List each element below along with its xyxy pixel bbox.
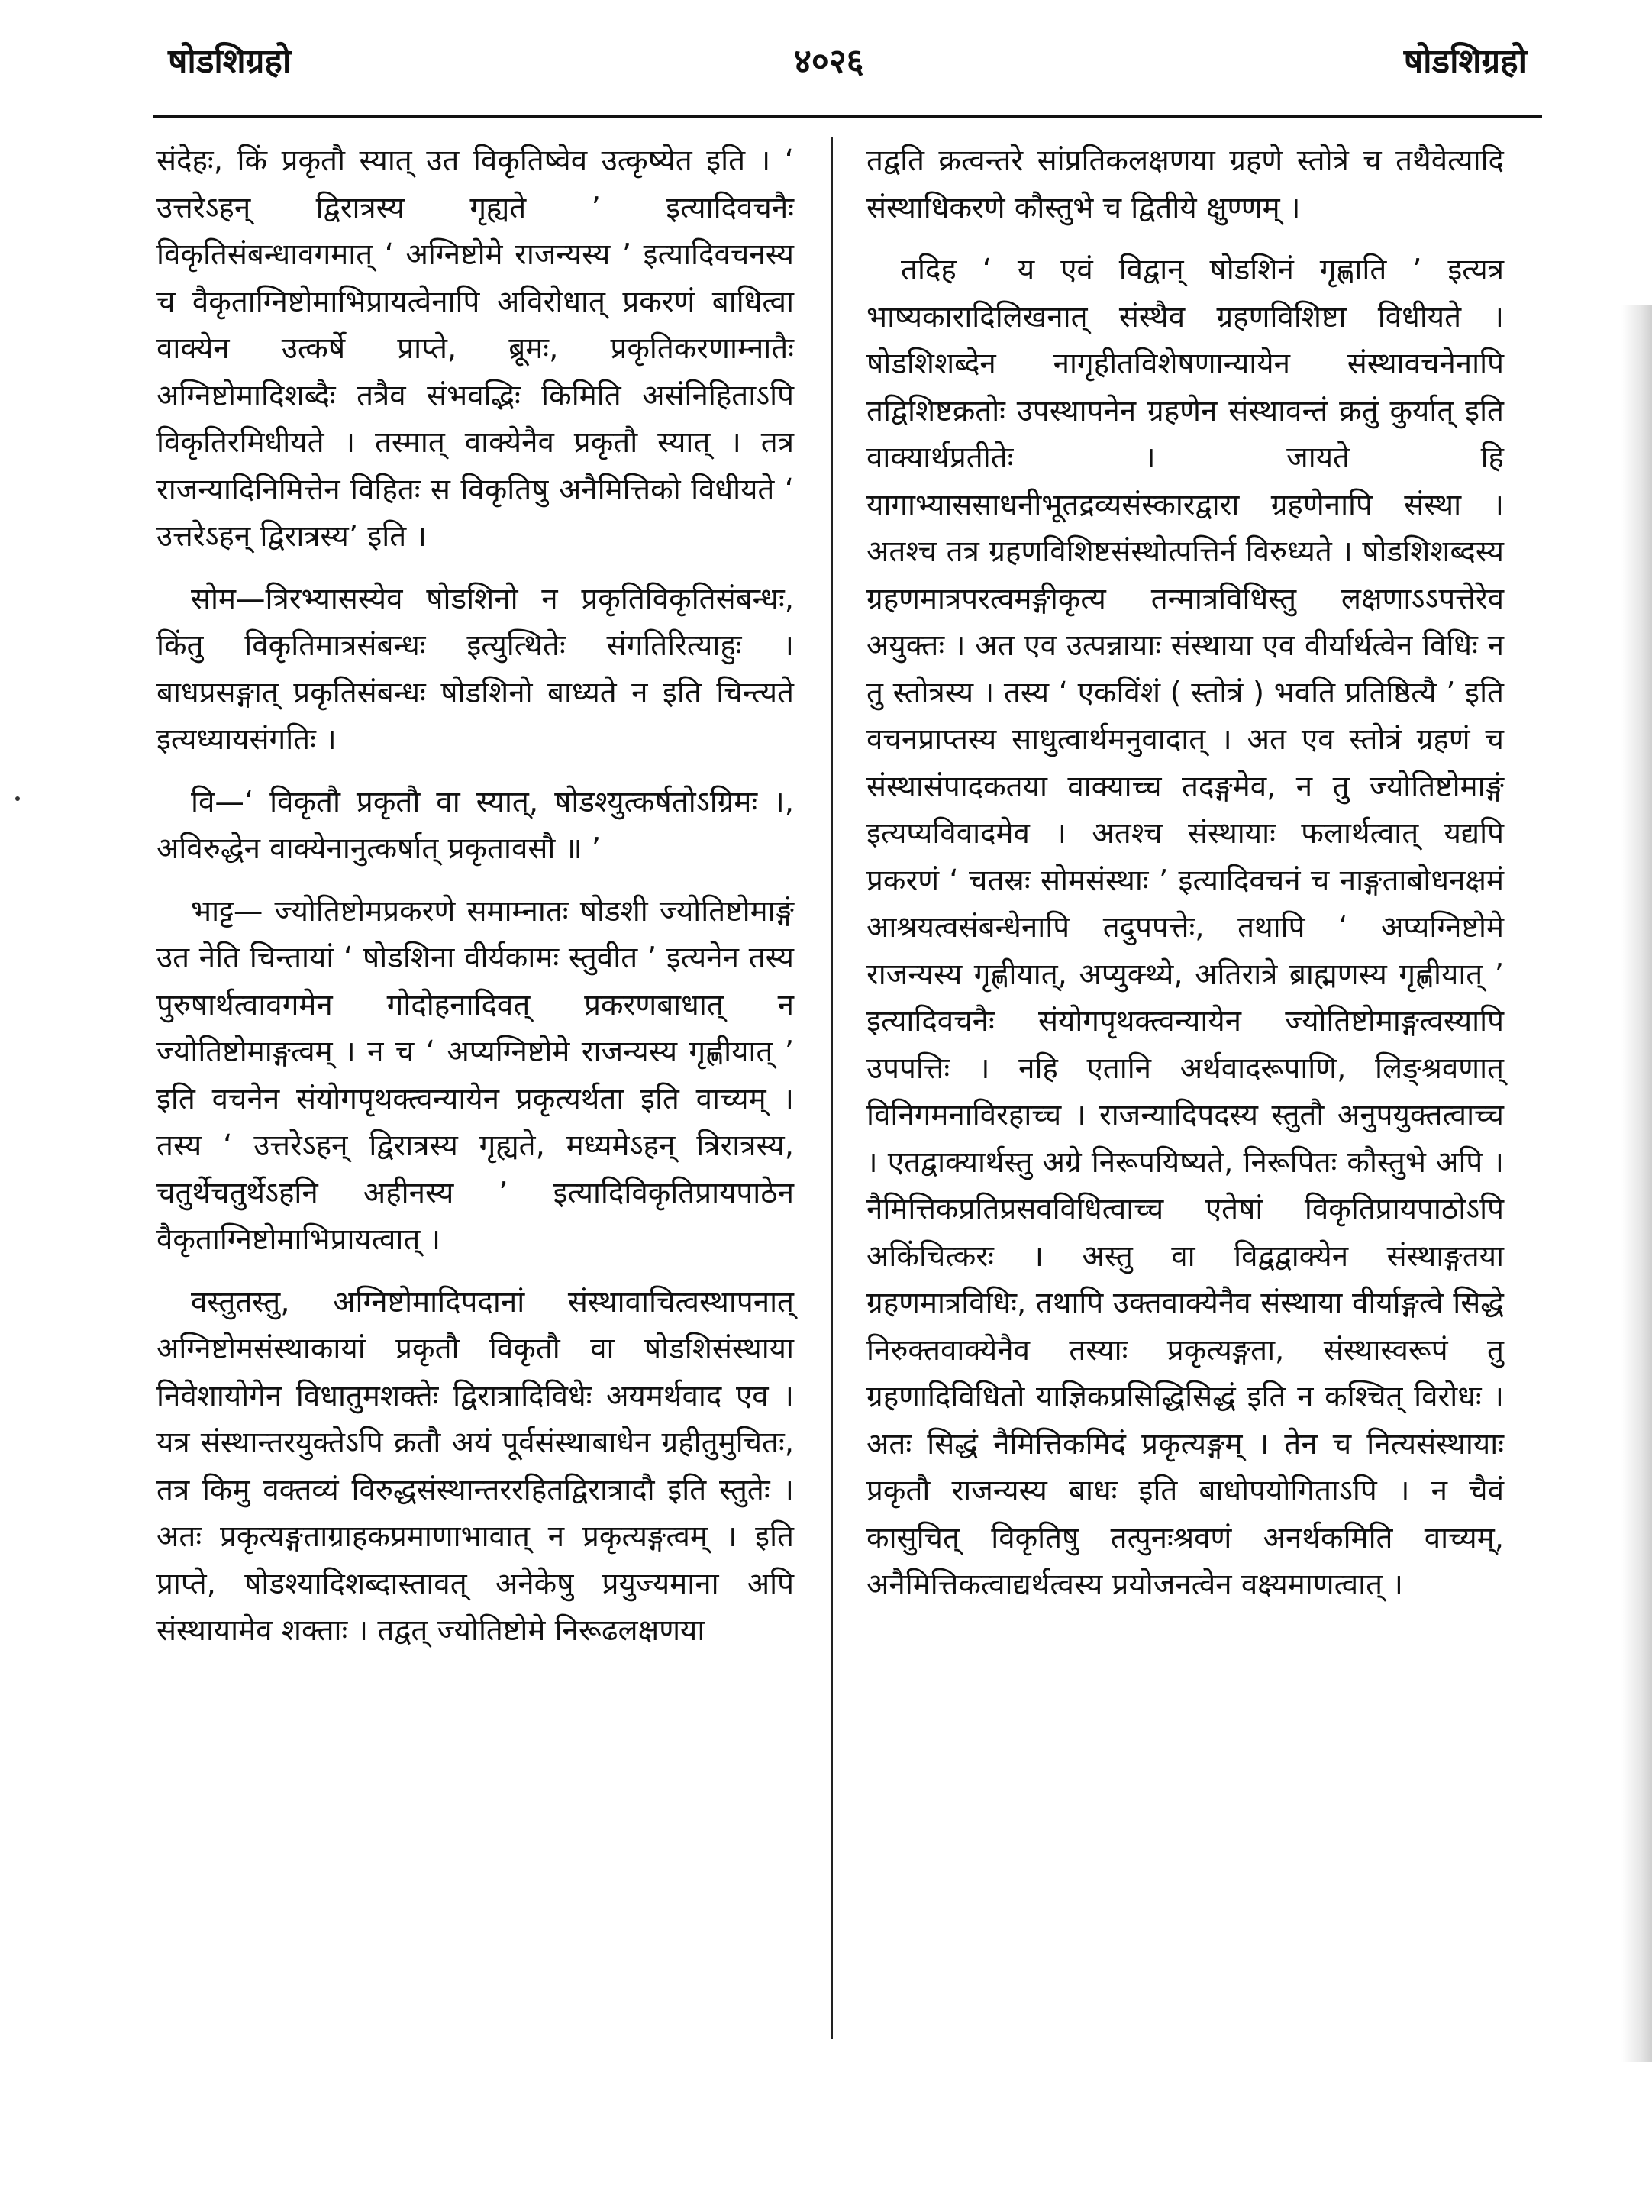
scan-speck — [15, 796, 20, 801]
running-title-right: षोडशिग्रहो — [1403, 42, 1527, 81]
header-rule — [153, 115, 1542, 118]
paragraph: तदिह ‘ य एवं विद्वान् षोडशिनं गृह्णाति ’ इत्यत्र भाष्यकारादिलिखनात् संस्थैव ग्रहणविशिष्टा विधीयते । षोडशिशब्देन नागृहीतविशेषणान्यायेन संस्थावचनेनापि तद्विशिष्टक्रतोः उपस्थापनेन ग्रहणेन संस्थावन्तं क्रतुं कुर्यात् इति वाक्यार्थप्रतीतेः । जायते हि यागाभ्याससाधनीभूतद्रव्यसंस्कारद्वारा ग्रहणेनापि संस्था । अतश्च तत्र ग्रहणविशिष्टसंस्थोत्पत्तिर्न विरुध्यते । षोडशिशब्दस्य ग्रहणमात्रपरत्वमङ्गीकृत्य तन्मात्रविधिस्तु लक्षणाऽऽपत्तेरेव अयुक्तः । अत एव उत्पन्नायाः संस्थाया एव वीर्यार्थत्वेन विधिः न तु स्तोत्रस्य । तस्य ‘ एकविंशं ( स्तोत्रं ) भवति प्रतिष्ठित्यै ’ इति वचनप्राप्तस्य साधुत्वार्थमनुवादात् । अत एव स्तोत्रं ग्रहणं च संस्थासंपादकतया वाक्याच्च तदङ्गमेव, न तु ज्योतिष्टोमाङ्गं इत्यप्यविवादमेव । अतश्च संस्थायाः फलार्थत्वात् यद्यपि प्रकरणं ‘ चतस्रः सोमसंस्थाः ’ इत्यादिवचनं च नाङ्गताबोधनक्षमं आश्रयत्वसंबन्धेनापि तदुपपत्तेः, तथापि ‘ अप्यग्निष्टोमे राजन्यस्य गृह्णीयात्, अप्युक्थ्ये, अतिरात्रे ब्राह्मणस्य गृह्णीयात् ’ इत्यादिवचनैः संयोगपृथक्त्वन्यायेन ज्योतिष्टोमाङ्गत्वस्यापि उपपत्तिः । नहि एतानि अर्थवादरूपाणि, लिङ्श्रवणात् विनिगमनाविरहाच्च । राजन्यादिपदस्य स्तुतौ अनुपयुक्तत्वाच्च । एतद्वाक्यार्थस्तु अग्रे निरूपयिष्यते, निरूपितः कौस्तुभे अपि । नैमित्तिकप्रतिप्रसवविधित्वाच्च एतेषां विकृतिप्रायपाठोऽपि अकिंचित्करः । अस्तु वा विद्वद्वाक्येन संस्थाङ्गतया ग्रहणमात्रविधिः, तथापि उक्तवाक्येनैव संस्थाया वीर्याङ्गत्वे सिद्धे निरुक्तवाक्येनैव तस्याः प्रकृत्यङ्गता, संस्थास्वरूपं तु ग्रहणादिविधितो याज्ञिकप्रसिद्धिसिद्धं इति न कश्चित् विरोधः । अतः सिद्धं नैमित्तिकमिदं प्रकृत्यङ्गम् । तेन च नित्यसंस्थायाः प्रकृतौ राजन्यस्य बाधः इति बाधोपयोगिताऽपि । न चैवं कासुचित् विकृतिषु तत्पुनःश्रवणं अनर्थकमिति वाच्यम्, अनैमित्तिकत्वाद्यर्थत्वस्य प्रयोजनत्वेन वक्ष्यमाणत्वात् । — [866, 253, 1504, 1602]
paragraph: वि—‘ विकृतौ प्रकृतौ वा स्यात्, षोडश्युत्कर्षतोऽग्रिमः ।, अविरुद्धेन वाक्येनानुत्कर्षात् प्रकृतावसौ ॥ ’ — [156, 784, 794, 866]
paragraph: तद्वति क्रत्वन्तरे सांप्रतिकलक्षणया ग्रहणे स्तोत्रे च तथैवेत्यादि संस्थाधिकरणे कौस्तुभे च द्वितीये क्षुण्णम् । — [866, 144, 1504, 225]
right-text-column — [866, 137, 1504, 1624]
paragraph: संदेहः, किं प्रकृतौ स्यात् उत विकृतिष्वेव उत्कृष्येत इति । ‘ उत्तरेऽहन् द्विरात्रस्य गृह्यते ’ इत्यादिवचनैः विकृतिसंबन्धावगमात् ‘ अग्निष्टोमे राजन्यस्य ’ इत्यादिवचनस्य च वैकृताग्निष्टोमाभिप्रायत्वेनापि अविरोधात् प्रकरणं बाधित्वा वाक्येन उत्कर्षे प्राप्ते, ब्रूमः, प्रकृतिकरणाम्नातैः अग्निष्टोमादिशब्दैः तत्रैव संभवद्भिः किमिति असंनिहिताऽपि विकृतिरमिधीयते । तस्मात् वाक्येनैव प्रकृतौ स्यात् । तत्र राजन्यादिनिमित्तेन विहितः स विकृतिषु अनैमित्तिको विधीयते ‘ उत्तरेऽहन् द्विरात्रस्य’ इति । — [156, 144, 794, 554]
page-header — [153, 31, 1527, 99]
column-divider — [831, 137, 833, 2039]
scan-edge-shadow — [1621, 305, 1652, 2062]
left-text-column — [156, 137, 794, 1670]
paragraph: सोम—त्रिरभ्यासस्येव षोडशिनो न प्रकृतिविकृतिसंबन्धः, किंतु विकृतिमात्रसंबन्धः इत्युत्थितेः संगतिरित्याहुः । बाधप्रसङ्गात् प्रकृतिसंबन्धः षोडशिनो बाध्यते न इति चिन्त्यते इत्यध्यायसंगतिः । — [156, 581, 794, 757]
running-title-left: षोडशिग्रहो — [168, 42, 292, 81]
paragraph: वस्तुतस्तु, अग्निष्टोमादिपदानां संस्थावाचित्वस्थापनात् अग्निष्टोमसंस्थाकायां प्रकृतौ विकृतौ वा षोडशिसंस्थाया निवेशायोगेन विधातुमशक्तेः द्विरात्रादिविधेः अयमर्थवाद एव । यत्र संस्थान्तरयुक्तेऽपि क्रतौ अयं पूर्वसंस्थाबाधेन ग्रहीतुमुचितः, तत्र किमु वक्तव्यं विरुद्धसंस्थान्तररहितद्विरात्रादौ इति स्तुतेः । अतः प्रकृत्यङ्गताग्राहकप्रमाणाभावात् न प्रकृत्यङ्गत्वम् । इति प्राप्ते, षोडश्यादिशब्दास्तावत् अनेकेषु प्रयुज्यमाना अपि संस्थायामेव शक्ताः । तद्वत् ज्योतिष्टोमे निरूढलक्षणया — [156, 1284, 794, 1648]
page-number: ४०२६ — [794, 42, 864, 81]
paragraph: भाट्ट— ज्योतिष्टोमप्रकरणे समाम्नातः षोडशी ज्योतिष्टोमाङ्गं उत नेति चिन्तायां ‘ षोडशिना वीर्यकामः स्तुवीत ’ इत्यनेन तस्य पुरुषार्थत्वावगमेन गोदोहनादिवत् प्रकरणबाधात् न ज्योतिष्टोमाङ्गत्वम् । न च ‘ अप्यग्निष्टोमे राजन्यस्य गृह्णीयात् ’ इति वचनेन संयोगपृथक्त्वन्यायेन प्रकृत्यर्थता इति वाच्यम् । तस्य ‘ उत्तरेऽहन् द्विरात्रस्य गृह्यते, मध्यमेऽहन् त्रिरात्रस्य, चतुर्थेचतुर्थेऽहनि अहीनस्य ’ इत्यादिविकृतिप्रायपाठेन वैकृताग्निष्टोमाभिप्रायत्वात् । — [156, 893, 794, 1257]
